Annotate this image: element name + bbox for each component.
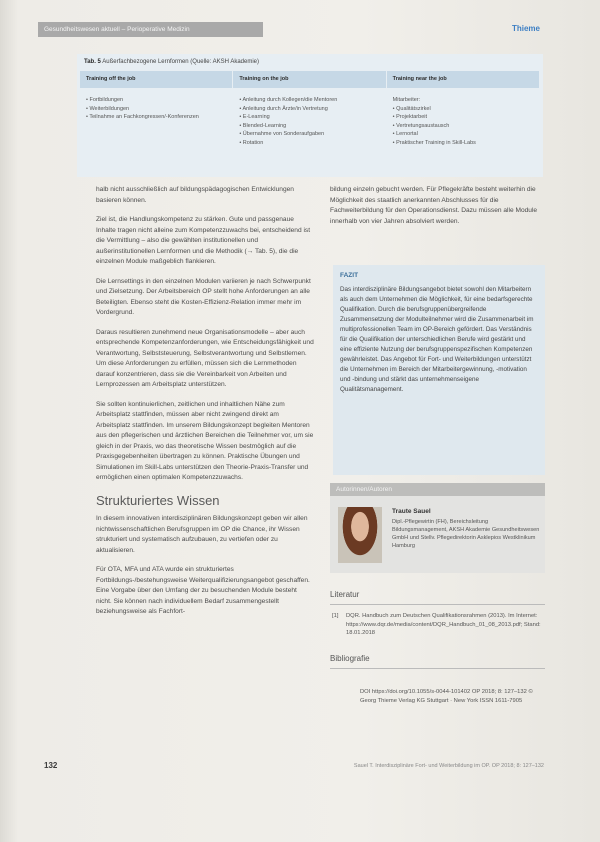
divider (330, 668, 545, 669)
table-list-item: • Blended-Learning (239, 122, 380, 131)
table-column-near-job (387, 92, 540, 151)
table-5 (77, 54, 543, 177)
table-caption-text: Außerfachbezogene Lernformen (Quelle: AKSH Akademie) (102, 59, 260, 65)
body-paragraph: Für OTA, MFA und ATA wurde ein strukturiertes Fortbildungs-/bestehungsweise Weiterqualifizierungsangebot geschaffen. Eine Vorgabe über den Umfang der zu besuchenden Module besteht nicht. Sie können nach individuellem Bedarf zusammengestellt beziehungsweise als Fachfort- (96, 566, 310, 615)
page-number: 132 (44, 761, 58, 770)
table-list-item: • Anleitung durch Kollegen/die Mentoren (239, 96, 380, 105)
body-paragraph: Die Lernsettings in den einzelnen Modulen variieren je nach Schwerpunkt und Zielsetzung. Der Arbeitsbereich OP stellt hohe Anforderungen an alle Beteiligten. Ebenso steht die Kosten-Effizienz-Relation immer mehr im Vordergrund. (96, 277, 311, 316)
table-list-item: • Weiterbildungen (86, 105, 227, 114)
body-paragraph: Sie sollten kontinuierlichen, zeitlichen und inhaltlichen Nähe zum Arbeitsplatz stattfinden, müssen aber nicht zwingend direkt am Arbeitsplatz stattfinden. Im unserem Bildungskonzept begleiten Mentoren aus den pflegerischen und ärztlichen Bereichen die Teilnehmer vor, um sie gleich in der Praxis, wo das theoretische Wissen bestmöglich auf die Praxisgegebenheiten übertragen zu können. Praktische Übungen und Simulationen im Skill-Labs unterstützen den Theorie-Praxis-Transfer und ermöglichen einen optimalen Kompetenzzuwachs. (96, 400, 314, 481)
table-list-item: • Fortbildungen (86, 96, 227, 105)
literature-number: [1] (332, 613, 339, 619)
table-list-item: • Anleitung durch Ärzte/in Vertretung (239, 105, 380, 114)
table-list-item: • Praktischer Training in Skill-Labs (393, 139, 534, 148)
table-body (80, 92, 540, 151)
table-header-cell: Training off the job (80, 71, 233, 88)
table-list-item: • Qualitätszirkel (393, 105, 534, 114)
section-header: Gesundheitswesen aktuell – Perioperative Medizin (38, 22, 263, 37)
author-name: Traute Sauel (392, 508, 431, 515)
fazit-title: FAZIT (340, 272, 359, 279)
fazit-text: Das interdisziplinäre Bildungsangebot bietet sowohl den Mitarbeitern als auch dem Unternehmen die Möglichkeit, für eine bedarfsgerechte Qualifikation. Durch die berufsgruppenübergreifende Zusammensetzung der Modulteilnehmer wird die Zusammenarbeit im multiprofessionellen Team im OP-Bereich gefördert. Das Verständnis für die Qualifikation der unterschiedlichen Berufe wird gestärkt und eine effiziente Nutzung der berufsgruppenspezifischen Kompetenzen gewährleistet. Das Angebot für Fort- und Weiterbildungen unterstützt die Unternehmen im Bereich der Mitarbeitergewinnung, -motivation und -bindung und stärkt das unternehmenseigene Qualitätsmanagement. (340, 286, 534, 393)
literature-text: DQR. Handbuch zum Deutschen Qualifikationsrahmen (2013). Im Internet: https://www.dqr.de/media/content/DQR_Handbuch_01_08_2013.pdf; Stand: 18.01.2018 (346, 613, 541, 636)
table-caption (84, 59, 259, 65)
body-paragraph: In diesem innovativen interdisziplinären Bildungskonzept geben wir allen nichtwissenschaftlichen Berufsgruppen im OP die Chance, ihr Wissen strukturiert und systematisch aufzubauen, zu vertiefen oder zu aktualisieren. (96, 515, 308, 554)
table-list-item: • Teilnahme an Fachkongressen/-Konferenzen (86, 113, 227, 122)
table-header-row (80, 71, 540, 88)
bibliography-text: DOI https://doi.org/10.1055/s-0044-101402 OP 2018; 8: 127–132 © Georg Thieme Verlag KG Stuttgart · New York ISSN 1611-7905 (360, 689, 533, 704)
body-paragraph: bildung einzeln gebucht werden. Für Pflegekräfte besteht weiterhin die Möglichkeit des staatlich anerkannten Abschlusses für die Fachweiterbildung für den Operationsdienst. Dazu müssen alle Module innerhalb von vier Jahren absolviert werden. (330, 186, 538, 225)
footer-citation: Sauel T. Interdisziplinäre Fort- und Weiterbildung im OP. OP 2018; 8: 127–132 (353, 763, 544, 769)
publisher-logo: Thieme (511, 24, 540, 33)
body-paragraph: halb nicht ausschließlich auf bildungspädagogischen Entwicklungen basieren können. (96, 186, 294, 204)
table-header-cell: Training on the job (233, 71, 386, 88)
table-list-item: • Projektarbeit (393, 113, 534, 122)
left-column (96, 185, 314, 627)
author-description: Dipl.-Pflegewirtin (FH), Bereichsleitung Bildungsmanagement, AKSH Akademie Gesundheitswesen GmbH und Stellv. Pflegedirektorin Asklepios Westklinikum Hamburg (392, 519, 540, 549)
table-list-item: • E-Learning (239, 113, 380, 122)
literature-item (332, 612, 544, 638)
table-list-item: • Lernortal (393, 130, 534, 139)
table-caption-label: Tab. 5 (84, 59, 101, 65)
table-list-item: • Rotation (239, 139, 380, 148)
body-paragraph: Daraus resultieren zunehmend neue Organisationsmodelle – aber auch entsprechende Kompetenzanforderungen, wie Entscheidungsfähigkeit und Verantwortung, Selbststeuerung, Selbstverantwortung und Selbstlernen. Um diese Anforderungen zu erfüllen, müssen sich die Lernmethoden darauf konzentrieren, dass sie die Vereinbarkeit von Arbeiten und Lernprozessen am Arbeitsplatz unterstützen. (96, 328, 314, 388)
table-column-on-job (233, 92, 386, 151)
author-heading: Autorinnen/Autoren (330, 483, 545, 496)
table-list-item: • Vertretungsaustausch (393, 122, 534, 131)
bibliography-heading: Bibliografie (330, 654, 370, 663)
table-column-off-job (80, 92, 233, 151)
divider (330, 604, 545, 605)
table-header-cell: Training near the job (387, 71, 540, 88)
author-box (330, 483, 545, 573)
right-column (330, 185, 545, 236)
fazit-box (333, 265, 545, 475)
table-list-item: • Übernahme von Sonderaufgaben (239, 130, 380, 139)
section-heading: Strukturiertes Wissen (96, 492, 220, 508)
literature-heading: Literatur (330, 590, 360, 599)
body-paragraph: Ziel ist, die Handlungskompetenz zu stärken. Gute und passgenaue Inhalte tragen nicht alleine zum Kompetenzzuwachs bei, entscheidend ist die Vermittlung – also die gewählten institutionellen und außerinstitutionellen Lernformen und die Methodik (→ Tab. 5), die die einzelnen Module maßgeblich flankieren. (96, 216, 311, 265)
author-photo (338, 507, 382, 563)
table-column-intro: Mitarbeiter: (392, 97, 421, 103)
